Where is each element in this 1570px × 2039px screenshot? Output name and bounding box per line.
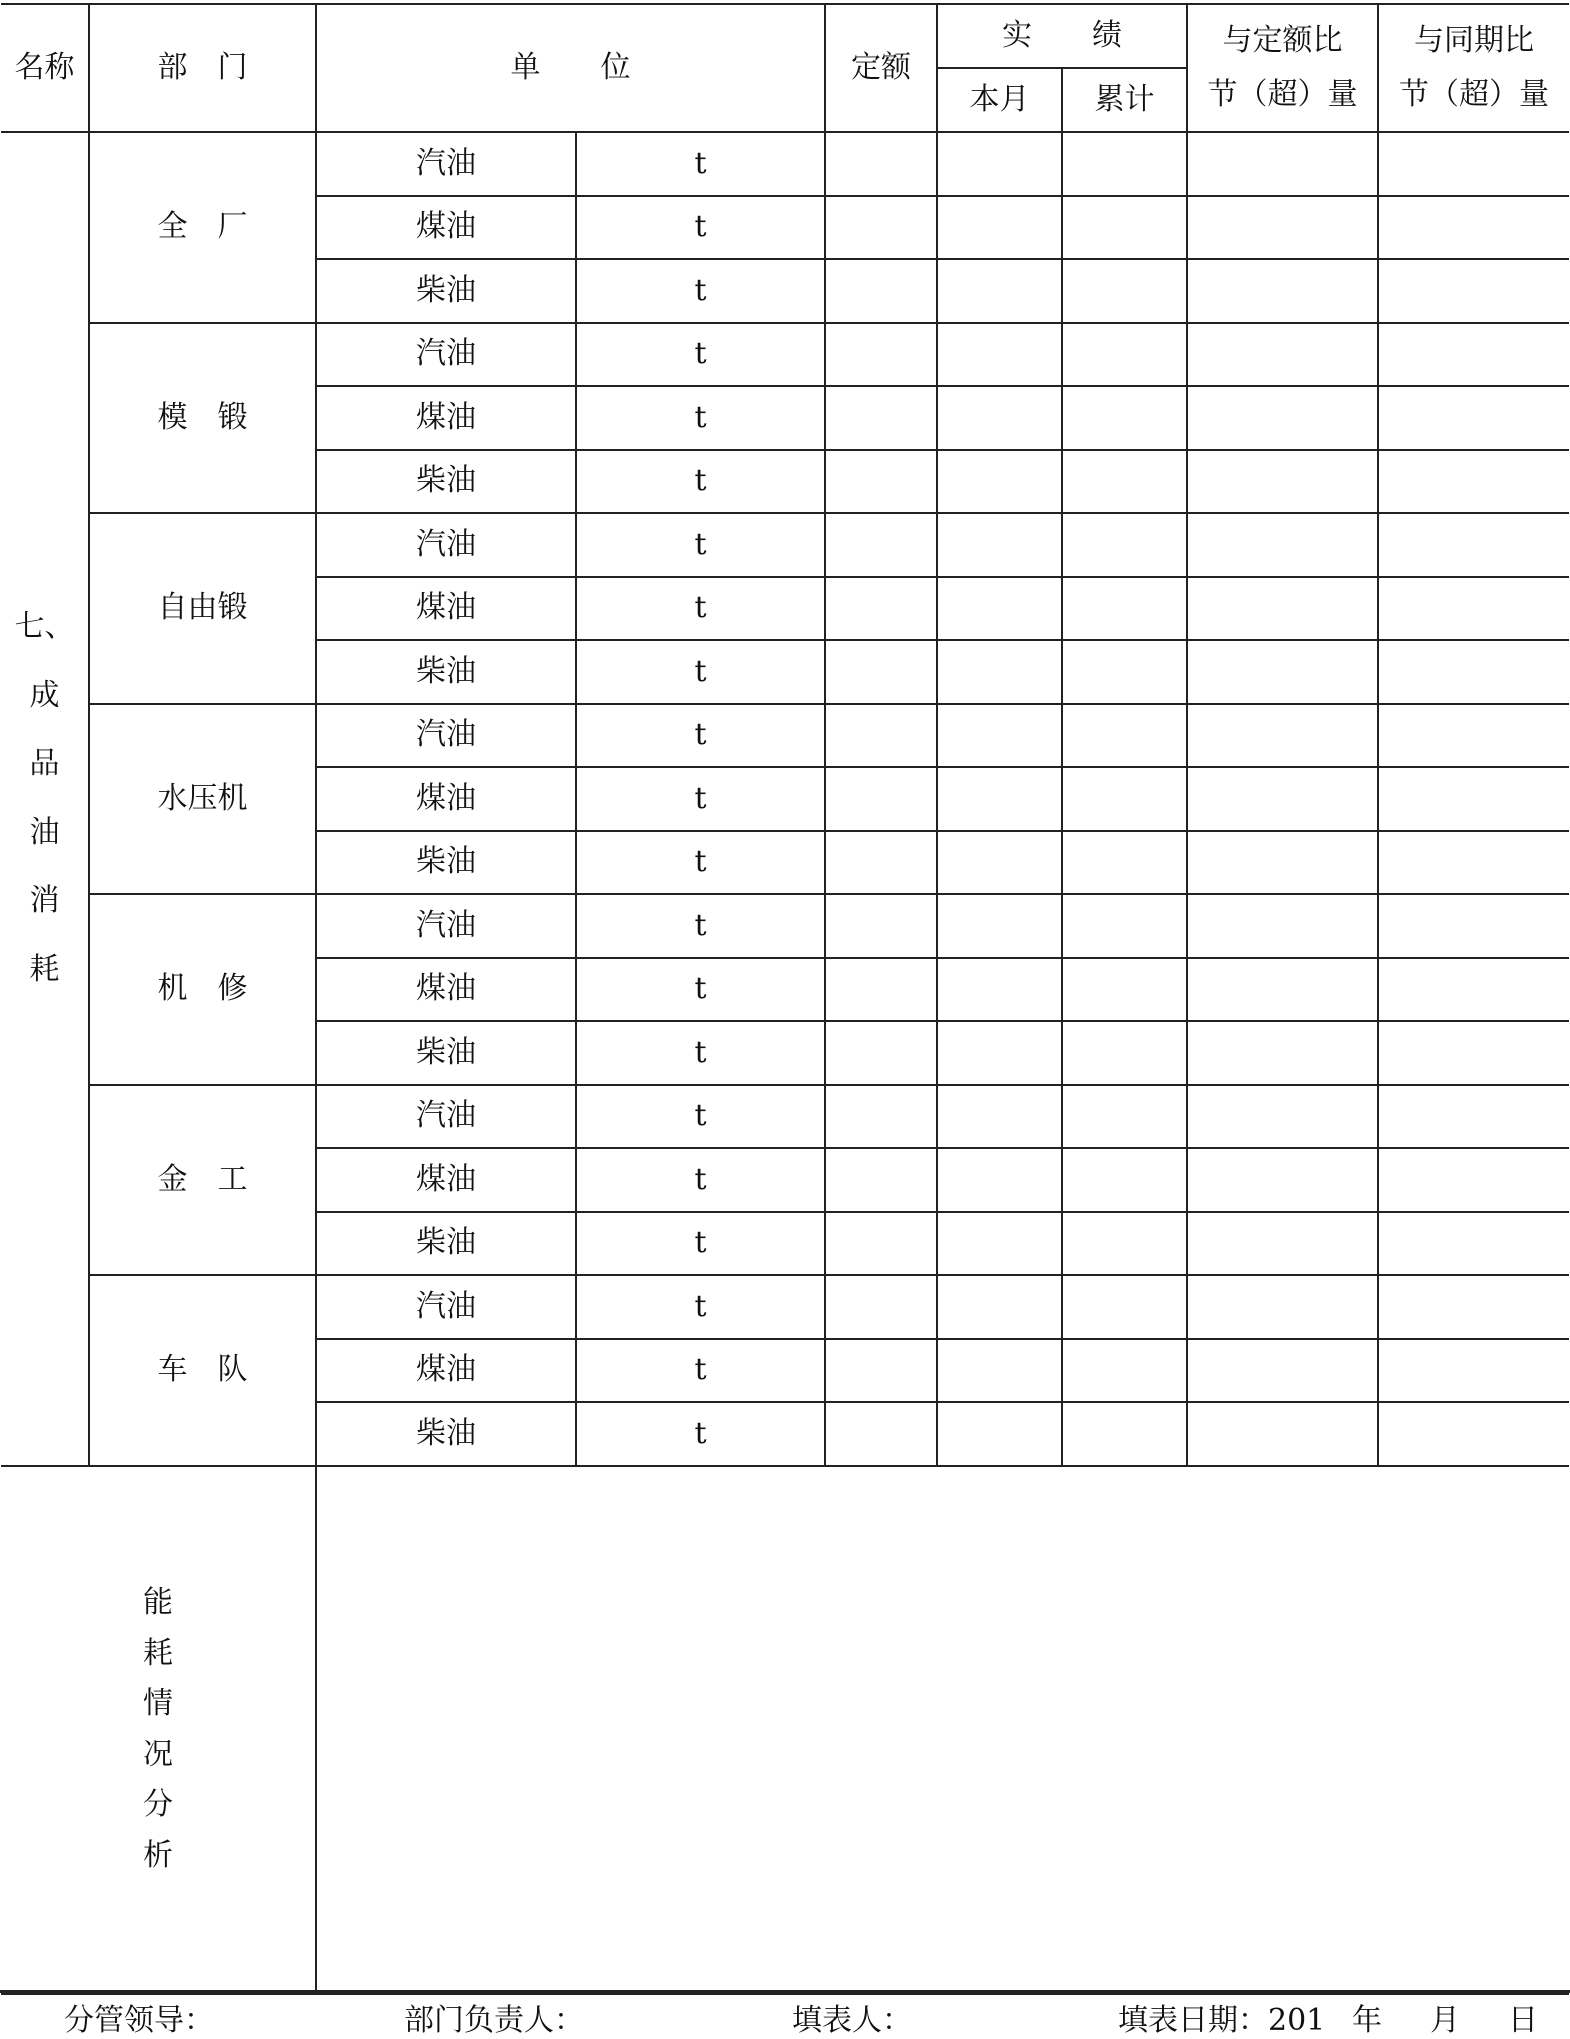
vs-quota-value-cell[interactable]	[1187, 196, 1378, 260]
section-title-char: 油	[29, 814, 60, 850]
vs-period-value-cell[interactable]	[1378, 958, 1569, 1022]
section-title-char: 品	[29, 746, 60, 782]
fuel-type-cell: 汽油	[316, 1275, 576, 1339]
quota-value-cell[interactable]	[825, 132, 937, 196]
table-row	[1, 513, 1569, 577]
quota-value-cell[interactable]	[825, 704, 937, 768]
fuel-type-cell: 煤油	[316, 386, 576, 450]
header-vs-quota-line2: 节（超）量	[1207, 77, 1358, 112]
vs-quota-value-cell[interactable]	[1187, 831, 1378, 895]
this-month-value-cell[interactable]	[937, 1085, 1062, 1149]
table-row	[1, 894, 1569, 958]
this-month-value-cell[interactable]	[937, 450, 1062, 514]
cumulative-value-cell[interactable]	[1062, 1212, 1187, 1276]
footer-month: 月	[1430, 2003, 1460, 2038]
unit-cell: t	[576, 513, 825, 577]
vs-quota-value-cell[interactable]	[1187, 640, 1378, 704]
quota-value-cell[interactable]	[825, 1085, 937, 1149]
quota-value-cell[interactable]	[825, 767, 937, 831]
table-row	[1, 132, 1569, 196]
quota-value-cell[interactable]	[825, 1402, 937, 1466]
cumulative-value-cell[interactable]	[1062, 958, 1187, 1022]
unit-cell: t	[576, 1212, 825, 1276]
this-month-value-cell[interactable]	[937, 1148, 1062, 1212]
vs-period-value-cell[interactable]	[1378, 323, 1569, 387]
analysis-label-char: 析	[143, 1837, 173, 1873]
analysis-label-char: 况	[143, 1736, 173, 1772]
vs-quota-value-cell[interactable]	[1187, 577, 1378, 641]
vs-period-value-cell[interactable]	[1378, 386, 1569, 450]
footer-date-label: 填表日期：201	[1118, 2003, 1326, 2038]
cumulative-value-cell[interactable]	[1062, 450, 1187, 514]
this-month-value-cell[interactable]	[937, 640, 1062, 704]
quota-value-cell[interactable]	[825, 958, 937, 1022]
header-unit: 单 位	[316, 4, 825, 132]
vs-period-value-cell[interactable]	[1378, 450, 1569, 514]
fuel-type-cell: 汽油	[316, 323, 576, 387]
cumulative-value-cell[interactable]	[1062, 704, 1187, 768]
vs-quota-value-cell[interactable]	[1187, 767, 1378, 831]
cumulative-value-cell[interactable]	[1062, 513, 1187, 577]
unit-cell: t	[576, 386, 825, 450]
unit-cell: t	[576, 831, 825, 895]
vs-period-value-cell[interactable]	[1378, 767, 1569, 831]
unit-cell: t	[576, 640, 825, 704]
vs-quota-value-cell[interactable]	[1187, 259, 1378, 323]
quota-value-cell[interactable]	[825, 1339, 937, 1403]
vs-quota-value-cell[interactable]	[1187, 1275, 1378, 1339]
this-month-value-cell[interactable]	[937, 196, 1062, 260]
header-vs-period-line1: 与同期比	[1414, 22, 1534, 58]
vs-period-value-cell[interactable]	[1378, 513, 1569, 577]
cumulative-value-cell[interactable]	[1062, 323, 1187, 387]
vs-period-value-cell[interactable]	[1378, 831, 1569, 895]
vs-quota-value-cell[interactable]	[1187, 1339, 1378, 1403]
this-month-value-cell[interactable]	[937, 1021, 1062, 1085]
header-vs-period-line2: 节（超）量	[1399, 77, 1549, 112]
vs-period-value-cell[interactable]	[1378, 1148, 1569, 1212]
unit-cell: t	[576, 1148, 825, 1212]
unit-cell: t	[576, 323, 825, 387]
vs-period-value-cell[interactable]	[1378, 1275, 1569, 1339]
fuel-type-cell: 柴油	[316, 450, 576, 514]
vs-quota-value-cell[interactable]	[1187, 132, 1378, 196]
department-cell: 水压机	[89, 704, 316, 895]
cumulative-value-cell[interactable]	[1062, 259, 1187, 323]
this-month-value-cell[interactable]	[937, 513, 1062, 577]
analysis-text-area[interactable]	[316, 1466, 1569, 1994]
department-cell: 机 修	[89, 894, 316, 1085]
header-vs-quota-line1: 与定额比	[1222, 22, 1343, 58]
cumulative-value-cell[interactable]	[1062, 132, 1187, 196]
department-cell: 模 锻	[89, 323, 316, 514]
header-cumulative: 累计	[1062, 68, 1187, 132]
this-month-value-cell[interactable]	[937, 259, 1062, 323]
vs-quota-value-cell[interactable]	[1187, 513, 1378, 577]
analysis-label	[1, 1583, 315, 1876]
vs-quota-value-cell[interactable]	[1187, 894, 1378, 958]
this-month-value-cell[interactable]	[937, 323, 1062, 387]
quota-value-cell[interactable]	[825, 386, 937, 450]
section-title-char: 消	[29, 883, 60, 919]
unit-cell: t	[576, 1402, 825, 1466]
vs-period-value-cell[interactable]	[1378, 259, 1569, 323]
quota-value-cell[interactable]	[825, 640, 937, 704]
unit-cell: t	[576, 767, 825, 831]
fuel-type-cell: 煤油	[316, 958, 576, 1022]
fuel-type-cell: 煤油	[316, 767, 576, 831]
department-cell: 全 厂	[89, 132, 316, 323]
this-month-value-cell[interactable]	[937, 767, 1062, 831]
vs-quota-value-cell[interactable]	[1187, 958, 1378, 1022]
unit-cell: t	[576, 1275, 825, 1339]
analysis-label-char: 分	[143, 1787, 173, 1822]
vs-period-value-cell[interactable]	[1378, 577, 1569, 641]
unit-cell: t	[576, 259, 825, 323]
quota-value-cell[interactable]	[825, 1148, 937, 1212]
section-title-char: 七、	[14, 609, 75, 645]
table-row	[1, 704, 1569, 768]
this-month-value-cell[interactable]	[937, 577, 1062, 641]
vs-period-value-cell[interactable]	[1378, 640, 1569, 704]
cumulative-value-cell[interactable]	[1062, 831, 1187, 895]
unit-cell: t	[576, 450, 825, 514]
this-month-value-cell[interactable]	[937, 132, 1062, 196]
unit-cell: t	[576, 894, 825, 958]
vs-period-value-cell[interactable]	[1378, 1402, 1569, 1466]
fuel-type-cell: 汽油	[316, 513, 576, 577]
fuel-type-cell: 煤油	[316, 1148, 576, 1212]
cumulative-value-cell[interactable]	[1062, 1148, 1187, 1212]
analysis-label-char: 情	[143, 1686, 173, 1721]
fuel-type-cell: 柴油	[316, 831, 576, 895]
fuel-type-cell: 汽油	[316, 1085, 576, 1149]
fuel-type-cell: 汽油	[316, 704, 576, 768]
fuel-consumption-table	[1, 3, 1569, 1995]
unit-cell: t	[576, 958, 825, 1022]
quota-value-cell[interactable]	[825, 577, 937, 641]
vs-quota-value-cell[interactable]	[1187, 1085, 1378, 1149]
vs-period-value-cell[interactable]	[1378, 1021, 1569, 1085]
vs-quota-value-cell[interactable]	[1187, 1212, 1378, 1276]
fuel-type-cell: 汽油	[316, 132, 576, 196]
table-row	[1, 1275, 1569, 1339]
cumulative-value-cell[interactable]	[1062, 1085, 1187, 1149]
table-row	[1, 1085, 1569, 1149]
cumulative-value-cell[interactable]	[1062, 386, 1187, 450]
vs-quota-value-cell[interactable]	[1187, 1402, 1378, 1466]
header-vs-period	[1378, 4, 1569, 132]
this-month-value-cell[interactable]	[937, 831, 1062, 895]
unit-cell: t	[576, 1085, 825, 1149]
department-cell: 自由锻	[89, 513, 316, 704]
fuel-type-cell: 煤油	[316, 1339, 576, 1403]
cumulative-value-cell[interactable]	[1062, 1339, 1187, 1403]
unit-cell: t	[576, 577, 825, 641]
unit-cell: t	[576, 1021, 825, 1085]
vs-period-value-cell[interactable]	[1378, 1085, 1569, 1149]
section-title-cell	[1, 132, 89, 1466]
fuel-type-cell: 柴油	[316, 259, 576, 323]
this-month-value-cell[interactable]	[937, 1212, 1062, 1276]
cumulative-value-cell[interactable]	[1062, 1275, 1187, 1339]
signature-footer	[0, 1990, 1570, 2038]
table-row	[1, 323, 1569, 387]
quota-value-cell[interactable]	[825, 894, 937, 958]
vs-period-value-cell[interactable]	[1378, 1339, 1569, 1403]
header-name: 名称	[1, 4, 89, 132]
header-actual: 实 绩	[937, 4, 1187, 68]
cumulative-value-cell[interactable]	[1062, 640, 1187, 704]
analysis-label-char: 耗	[143, 1635, 173, 1671]
footer-filler: 填表人：	[792, 2003, 912, 2038]
cumulative-value-cell[interactable]	[1062, 1402, 1187, 1466]
fuel-type-cell: 煤油	[316, 196, 576, 260]
this-month-value-cell[interactable]	[937, 1339, 1062, 1403]
unit-cell: t	[576, 196, 825, 260]
unit-cell: t	[576, 704, 825, 768]
vs-quota-value-cell[interactable]	[1187, 450, 1378, 514]
this-month-value-cell[interactable]	[937, 894, 1062, 958]
vs-quota-value-cell[interactable]	[1187, 386, 1378, 450]
this-month-value-cell[interactable]	[937, 386, 1062, 450]
fuel-type-cell: 柴油	[316, 640, 576, 704]
cumulative-value-cell[interactable]	[1062, 767, 1187, 831]
vs-period-value-cell[interactable]	[1378, 1212, 1569, 1276]
cumulative-value-cell[interactable]	[1062, 1021, 1187, 1085]
header-this-month: 本月	[937, 68, 1062, 132]
this-month-value-cell[interactable]	[937, 1275, 1062, 1339]
vs-period-value-cell[interactable]	[1378, 894, 1569, 958]
cumulative-value-cell[interactable]	[1062, 894, 1187, 958]
header-quota: 定额	[825, 4, 937, 132]
quota-value-cell[interactable]	[825, 513, 937, 577]
fuel-type-cell: 柴油	[316, 1212, 576, 1276]
header-row	[1, 4, 1569, 68]
department-cell: 金 工	[89, 1085, 316, 1276]
section-title	[1, 607, 88, 990]
vs-period-value-cell[interactable]	[1378, 704, 1569, 768]
footer-leader: 分管领导：	[64, 2003, 214, 2038]
quota-value-cell[interactable]	[825, 1212, 937, 1276]
vs-period-value-cell[interactable]	[1378, 132, 1569, 196]
vs-quota-value-cell[interactable]	[1187, 1148, 1378, 1212]
vs-quota-value-cell[interactable]	[1187, 1021, 1378, 1085]
quota-value-cell[interactable]	[825, 831, 937, 895]
analysis-label-cell	[1, 1466, 316, 1994]
analysis-label-char: 能	[143, 1585, 173, 1620]
header-department: 部 门	[89, 4, 316, 132]
department-cell: 车 队	[89, 1275, 316, 1466]
this-month-value-cell[interactable]	[937, 1402, 1062, 1466]
fuel-type-cell: 汽油	[316, 894, 576, 958]
cumulative-value-cell[interactable]	[1062, 577, 1187, 641]
quota-value-cell[interactable]	[825, 450, 937, 514]
footer-year: 年	[1352, 2003, 1382, 2038]
quota-value-cell[interactable]	[825, 1021, 937, 1085]
quota-value-cell[interactable]	[825, 196, 937, 260]
unit-cell: t	[576, 132, 825, 196]
this-month-value-cell[interactable]	[937, 704, 1062, 768]
analysis-row	[1, 1466, 1569, 1994]
fuel-type-cell: 煤油	[316, 577, 576, 641]
vs-quota-value-cell[interactable]	[1187, 323, 1378, 387]
footer-dept-head: 部门负责人：	[404, 2003, 584, 2038]
unit-cell: t	[576, 1339, 825, 1403]
fuel-type-cell: 柴油	[316, 1021, 576, 1085]
cumulative-value-cell[interactable]	[1062, 196, 1187, 260]
quota-value-cell[interactable]	[825, 1275, 937, 1339]
header-vs-quota	[1187, 4, 1378, 132]
section-title-char: 成	[29, 677, 60, 713]
vs-period-value-cell[interactable]	[1378, 196, 1569, 260]
quota-value-cell[interactable]	[825, 323, 937, 387]
quota-value-cell[interactable]	[825, 259, 937, 323]
section-title-char: 耗	[29, 951, 60, 987]
fuel-type-cell: 柴油	[316, 1402, 576, 1466]
footer-day: 日	[1508, 2003, 1538, 2038]
vs-quota-value-cell[interactable]	[1187, 704, 1378, 768]
this-month-value-cell[interactable]	[937, 958, 1062, 1022]
